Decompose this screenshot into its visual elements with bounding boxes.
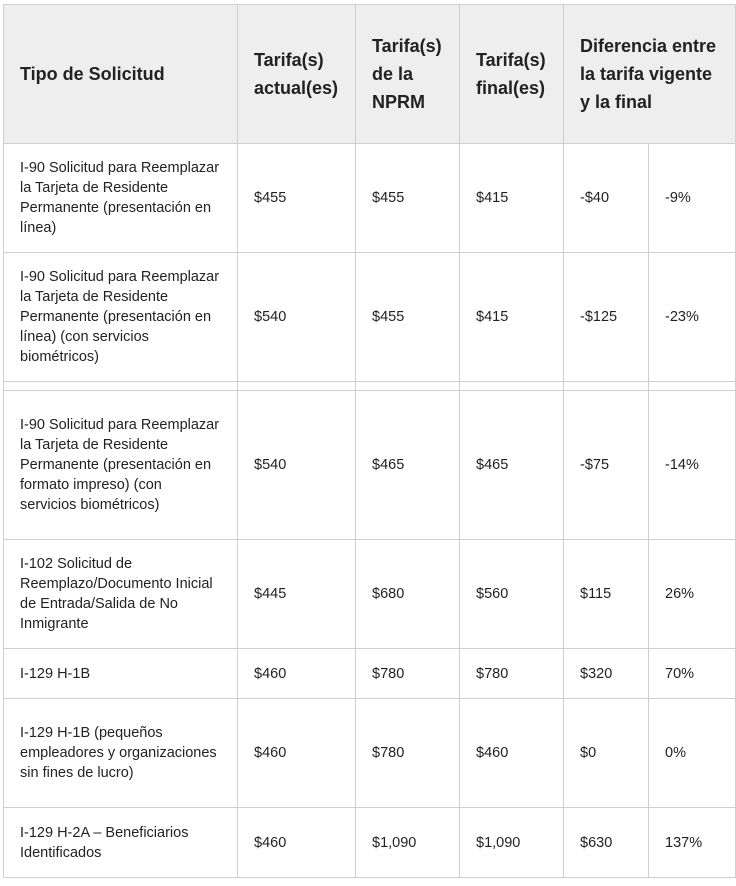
cell-diff-amount: -$75 — [564, 391, 649, 540]
spacer-row — [4, 382, 736, 391]
header-final-fee: Tarifa(s) final(es) — [460, 5, 564, 144]
cell-current-fee: $460 — [238, 649, 356, 699]
fee-table — [3, 4, 736, 878]
cell-diff-percent: 70% — [649, 649, 736, 699]
cell-final-fee: $460 — [460, 699, 564, 808]
table-row — [4, 540, 736, 649]
table-row — [4, 144, 736, 253]
cell-final-fee: $560 — [460, 540, 564, 649]
cell-current-fee: $460 — [238, 808, 356, 878]
cell-current-fee: $445 — [238, 540, 356, 649]
cell-diff-amount: -$40 — [564, 144, 649, 253]
cell-nprm-fee: $780 — [356, 649, 460, 699]
cell-final-fee: $465 — [460, 391, 564, 540]
cell-diff-percent: 26% — [649, 540, 736, 649]
cell-diff-percent: -9% — [649, 144, 736, 253]
cell-type: I-90 Solicitud para Reemplazar la Tarjeta de Residente Permanente (presentación en línea) (con servicios biométricos) — [4, 253, 238, 382]
table-row — [4, 391, 736, 540]
cell-type: I-102 Solicitud de Reemplazo/Documento Inicial de Entrada/Salida de No Inmigrante — [4, 540, 238, 649]
table-row — [4, 253, 736, 382]
cell-final-fee: $1,090 — [460, 808, 564, 878]
table-row — [4, 699, 736, 808]
cell-diff-percent: -14% — [649, 391, 736, 540]
cell-type: I-90 Solicitud para Reemplazar la Tarjeta de Residente Permanente (presentación en formato impreso) (con servicios biométricos) — [4, 391, 238, 540]
cell-current-fee: $455 — [238, 144, 356, 253]
cell-nprm-fee: $680 — [356, 540, 460, 649]
cell-current-fee: $540 — [238, 253, 356, 382]
cell-diff-percent: 0% — [649, 699, 736, 808]
cell-diff-amount: -$125 — [564, 253, 649, 382]
cell-diff-amount: $630 — [564, 808, 649, 878]
table-row — [4, 808, 736, 878]
cell-type: I-90 Solicitud para Reemplazar la Tarjeta de Residente Permanente (presentación en línea) — [4, 144, 238, 253]
cell-diff-percent: 137% — [649, 808, 736, 878]
cell-type: I-129 H-1B — [4, 649, 238, 699]
cell-diff-amount: $320 — [564, 649, 649, 699]
cell-nprm-fee: $465 — [356, 391, 460, 540]
header-nprm-fee: Tarifa(s) de la NPRM — [356, 5, 460, 144]
cell-diff-amount: $0 — [564, 699, 649, 808]
cell-final-fee: $415 — [460, 253, 564, 382]
cell-type: I-129 H-1B (pequeños empleadores y organizaciones sin fines de lucro) — [4, 699, 238, 808]
header-row — [4, 5, 736, 144]
cell-final-fee: $780 — [460, 649, 564, 699]
cell-type: I-129 H-2A – Beneficiarios Identificados — [4, 808, 238, 878]
cell-current-fee: $460 — [238, 699, 356, 808]
cell-nprm-fee: $780 — [356, 699, 460, 808]
table-row — [4, 649, 736, 699]
cell-nprm-fee: $455 — [356, 253, 460, 382]
header-current-fee: Tarifa(s) actual(es) — [238, 5, 356, 144]
header-type: Tipo de Solicitud — [4, 5, 238, 144]
cell-diff-amount: $115 — [564, 540, 649, 649]
cell-nprm-fee: $455 — [356, 144, 460, 253]
cell-nprm-fee: $1,090 — [356, 808, 460, 878]
cell-final-fee: $415 — [460, 144, 564, 253]
header-difference: Diferencia entre la tarifa vigente y la final — [564, 5, 736, 144]
cell-diff-percent: -23% — [649, 253, 736, 382]
cell-current-fee: $540 — [238, 391, 356, 540]
